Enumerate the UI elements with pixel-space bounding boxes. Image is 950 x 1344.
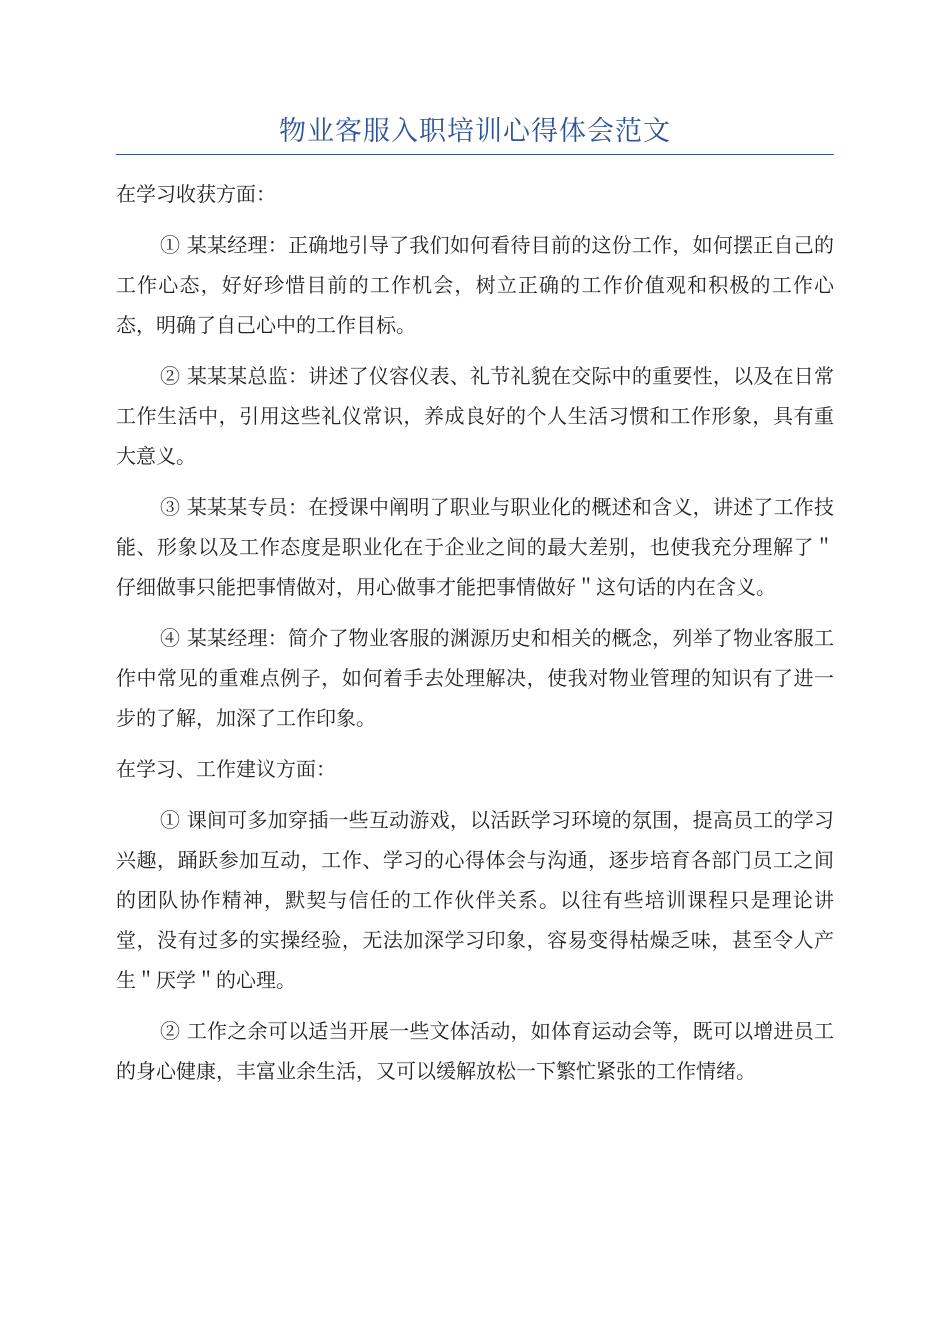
paragraph: ① 课间可多加穿插一些互动游戏，以活跃学习环境的氛围，提高员工的学习兴趣，踊跃参加互动，工作、学习的心得体会与沟通，逐步培育各部门员工之间的团队协作精神，默契与信任的工作伙伴关系。以往有些培训课程只是理论讲堂，没有过多的实操经验，无法加深学习印象，容易变得枯燥乏味，甚至令人产生＂厌学＂的心理。 xyxy=(116,808,834,992)
title-underline xyxy=(116,154,834,155)
document-body xyxy=(116,174,834,1102)
paragraph: ② 某某某总监：讲述了仪容仪表、礼节礼貌在交际中的重要性，以及在日常工作生活中，引用这些礼仪常识，养成良好的个人生活习惯和工作形象，具有重大意义。 xyxy=(116,364,834,468)
section-suggestions xyxy=(116,749,834,1091)
paragraph: ② 工作之余可以适当开展一些文体活动，如体育运动会等，既可以增进员工的身心健康，丰富业余生活，又可以缓解放松一下繁忙紧张的工作情绪。 xyxy=(116,1019,834,1083)
paragraph: ④ 某某经理：简介了物业客服的渊源历史和相关的概念，列举了物业客服工作中常见的重难点例子，如何着手去处理解决，使我对物业管理的知识有了进一步的了解，加深了工作印象。 xyxy=(116,626,834,730)
section-heading: 在学习收获方面： xyxy=(116,182,276,206)
paragraph: ① 某某经理：正确地引导了我们如何看待目前的这份工作，如何摆正自己的工作心态，好好珍惜目前的工作机会，树立正确的工作价值观和积极的工作心态，明确了自己心中的工作目标。 xyxy=(116,233,834,337)
section-learning-gains xyxy=(116,174,834,738)
section-heading: 在学习、工作建议方面： xyxy=(116,757,336,781)
paragraph: ③ 某某某专员：在授课中阐明了职业与职业化的概述和含义，讲述了工作技能、形象以及工作态度是职业化在于企业之间的最大差别，也使我充分理解了＂仔细做事只能把事情做对，用心做事才能把事情做好＂这句话的内在含义。 xyxy=(116,495,834,599)
page-title: 物业客服入职培训心得体会范文 xyxy=(279,116,671,147)
